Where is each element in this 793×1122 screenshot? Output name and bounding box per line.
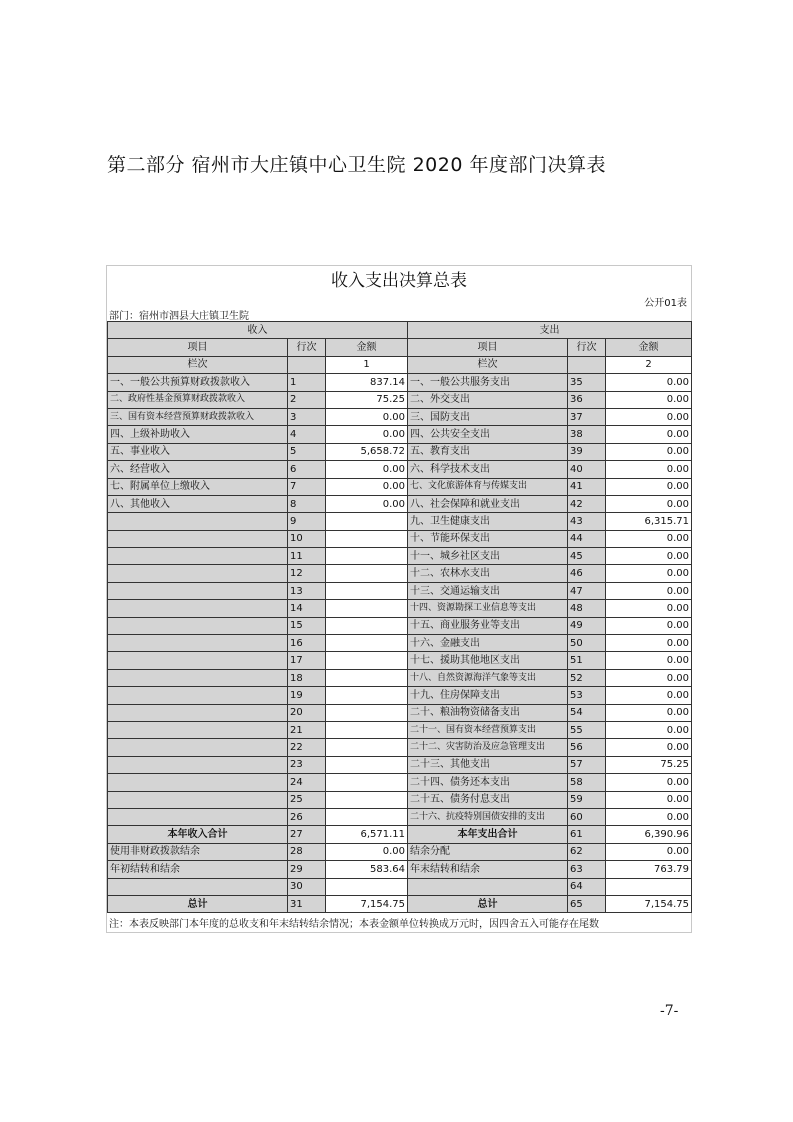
income-row-number: 3 — [288, 408, 326, 425]
expense-item-header: 项目 — [408, 339, 568, 356]
income-row-number: 22 — [288, 739, 326, 756]
income-amount: 0.00 — [326, 426, 408, 443]
expense-amount: 0.00 — [606, 652, 692, 669]
expense-amount: 0.00 — [606, 843, 692, 860]
expense-amount: 0.00 — [606, 739, 692, 756]
income-item — [108, 600, 288, 617]
table-title: 收入支出决算总表 — [331, 271, 467, 291]
expense-amount: 0.00 — [606, 582, 692, 599]
income-item — [108, 530, 288, 547]
income-amount — [326, 687, 408, 704]
expense-item: 九、卫生健康支出 — [408, 513, 568, 530]
income-amount: 837.14 — [326, 374, 408, 391]
income-item-header: 项目 — [108, 339, 288, 356]
expense-amount: 0.00 — [606, 461, 692, 478]
expense-row-number: 53 — [568, 687, 606, 704]
income-row-number: 10 — [288, 530, 326, 547]
expense-lanci-value: 2 — [606, 356, 692, 373]
income-item: 四、上级补助收入 — [108, 426, 288, 443]
income-item: 一、一般公共预算财政拨款收入 — [108, 374, 288, 391]
table-row — [108, 704, 692, 721]
table-row — [108, 861, 692, 878]
table-row — [108, 774, 692, 791]
total-row — [108, 895, 692, 912]
expense-item: 十四、资源勘探工业信息等支出 — [408, 600, 568, 617]
table-row — [108, 843, 692, 860]
expense-amount: 763.79 — [606, 861, 692, 878]
income-row-number: 14 — [288, 600, 326, 617]
expense-row-number: 60 — [568, 808, 606, 825]
expense-item: 五、教育支出 — [408, 443, 568, 460]
expense-row-number: 44 — [568, 530, 606, 547]
expense-item: 十、节能环保支出 — [408, 530, 568, 547]
expense-item: 二十六、抗疫特别国债安排的支出 — [408, 808, 568, 825]
expense-amount: 7,154.75 — [606, 895, 692, 912]
income-row-number: 23 — [288, 756, 326, 773]
income-row-number: 7 — [288, 478, 326, 495]
income-item — [108, 739, 288, 756]
expense-item: 二十一、国有资本经营预算支出 — [408, 721, 568, 738]
income-amount: 0.00 — [326, 843, 408, 860]
income-amount: 0.00 — [326, 461, 408, 478]
expense-lanci-label: 栏次 — [408, 356, 568, 373]
income-item: 本年收入合计 — [108, 826, 288, 843]
column-header-row — [108, 339, 692, 356]
table-row — [108, 687, 692, 704]
table-row — [108, 530, 692, 547]
income-item — [108, 791, 288, 808]
expense-item: 十七、援助其他地区支出 — [408, 652, 568, 669]
table-row — [108, 426, 692, 443]
income-item — [108, 513, 288, 530]
expense-item: 六、科学技术支出 — [408, 461, 568, 478]
income-amount — [326, 582, 408, 599]
expense-row-number: 61 — [568, 826, 606, 843]
table-row — [108, 374, 692, 391]
expense-amount: 0.00 — [606, 426, 692, 443]
expense-row-number: 62 — [568, 843, 606, 860]
table-row — [108, 756, 692, 773]
expense-amount: 0.00 — [606, 374, 692, 391]
income-row-number: 31 — [288, 895, 326, 912]
expense-amount: 0.00 — [606, 721, 692, 738]
income-amount-header: 金额 — [326, 339, 408, 356]
expense-amount: 75.25 — [606, 756, 692, 773]
income-row-number: 4 — [288, 426, 326, 443]
income-item — [108, 704, 288, 721]
expense-item: 二十、粮油物资储备支出 — [408, 704, 568, 721]
table-row — [108, 635, 692, 652]
expense-amount: 0.00 — [606, 635, 692, 652]
expense-item: 四、公共安全支出 — [408, 426, 568, 443]
income-amount: 75.25 — [326, 391, 408, 408]
income-row-number: 8 — [288, 495, 326, 512]
expense-row-number: 40 — [568, 461, 606, 478]
income-row-number: 1 — [288, 374, 326, 391]
income-item: 八、其他收入 — [108, 495, 288, 512]
income-amount — [326, 808, 408, 825]
table-row — [108, 878, 692, 895]
income-amount — [326, 704, 408, 721]
income-item — [108, 669, 288, 686]
expense-amount: 6,315.71 — [606, 513, 692, 530]
expense-item: 八、社会保障和就业支出 — [408, 495, 568, 512]
table-row — [108, 548, 692, 565]
table-row — [108, 408, 692, 425]
expense-row-number: 59 — [568, 791, 606, 808]
income-row-number: 16 — [288, 635, 326, 652]
income-amount: 5,658.72 — [326, 443, 408, 460]
expense-row-number: 52 — [568, 669, 606, 686]
income-row-number: 9 — [288, 513, 326, 530]
expense-item: 总计 — [408, 895, 568, 912]
income-amount: 583.64 — [326, 861, 408, 878]
income-row-header: 行次 — [288, 339, 326, 356]
expense-item: 十八、自然资源海洋气象等支出 — [408, 669, 568, 686]
expense-row-number: 45 — [568, 548, 606, 565]
income-amount — [326, 600, 408, 617]
income-row-number: 13 — [288, 582, 326, 599]
expense-row-number: 57 — [568, 756, 606, 773]
income-item — [108, 565, 288, 582]
expense-item: 十六、金融支出 — [408, 635, 568, 652]
table-row — [108, 808, 692, 825]
income-amount — [326, 739, 408, 756]
document-title: 第二部分 宿州市大庄镇中心卫生院 2020 年度部门决算表 — [107, 154, 606, 176]
income-item — [108, 878, 288, 895]
income-row-number: 2 — [288, 391, 326, 408]
expense-item: 二十二、灾害防治及应急管理支出 — [408, 739, 568, 756]
income-item — [108, 582, 288, 599]
income-lanci-value: 1 — [326, 356, 408, 373]
income-amount — [326, 669, 408, 686]
expense-amount: 0.00 — [606, 408, 692, 425]
income-item — [108, 652, 288, 669]
expense-amount: 0.00 — [606, 774, 692, 791]
income-row-number: 17 — [288, 652, 326, 669]
expense-row-number: 41 — [568, 478, 606, 495]
income-item — [108, 635, 288, 652]
table-row — [108, 600, 692, 617]
expense-item: 七、文化旅游体育与传媒支出 — [408, 478, 568, 495]
income-amount — [326, 513, 408, 530]
income-item: 二、政府性基金预算财政拨款收入 — [108, 391, 288, 408]
income-item — [108, 687, 288, 704]
expense-row-number: 64 — [568, 878, 606, 895]
income-amount — [326, 635, 408, 652]
income-amount — [326, 652, 408, 669]
income-row-number: 29 — [288, 861, 326, 878]
expense-row-number: 38 — [568, 426, 606, 443]
expense-row-number: 56 — [568, 739, 606, 756]
expense-lanci-blank — [568, 356, 606, 373]
expense-row-number: 49 — [568, 617, 606, 634]
subtotal-row — [108, 826, 692, 843]
table-row — [108, 478, 692, 495]
income-expense-table — [107, 321, 692, 913]
income-amount: 0.00 — [326, 408, 408, 425]
income-amount — [326, 721, 408, 738]
expense-amount: 6,390.96 — [606, 826, 692, 843]
expense-row-number: 50 — [568, 635, 606, 652]
income-row-number: 21 — [288, 721, 326, 738]
income-row-number: 26 — [288, 808, 326, 825]
income-amount — [326, 530, 408, 547]
expense-item: 二十三、其他支出 — [408, 756, 568, 773]
expense-item: 年末结转和结余 — [408, 861, 568, 878]
expense-item: 十三、交通运输支出 — [408, 582, 568, 599]
expense-amount: 0.00 — [606, 687, 692, 704]
income-amount — [326, 791, 408, 808]
expense-item: 十一、城乡社区支出 — [408, 548, 568, 565]
table-row — [108, 565, 692, 582]
income-amount: 7,154.75 — [326, 895, 408, 912]
expense-item: 二十四、债务还本支出 — [408, 774, 568, 791]
income-item — [108, 756, 288, 773]
expense-item: 十二、农林水支出 — [408, 565, 568, 582]
expense-item: 二十五、债务付息支出 — [408, 791, 568, 808]
income-row-number: 20 — [288, 704, 326, 721]
table-row — [108, 739, 692, 756]
expense-amount: 0.00 — [606, 495, 692, 512]
table-row — [108, 791, 692, 808]
expense-item: 结余分配 — [408, 843, 568, 860]
income-item — [108, 774, 288, 791]
expense-amount — [606, 878, 692, 895]
income-amount: 6,571.11 — [326, 826, 408, 843]
table-row — [108, 721, 692, 738]
expense-row-number: 63 — [568, 861, 606, 878]
income-item: 使用非财政拨款结余 — [108, 843, 288, 860]
table-row — [108, 513, 692, 530]
expense-item: 一、一般公共服务支出 — [408, 374, 568, 391]
expense-row-number: 37 — [568, 408, 606, 425]
income-amount — [326, 617, 408, 634]
income-item: 七、附属单位上缴收入 — [108, 478, 288, 495]
income-amount: 0.00 — [326, 495, 408, 512]
expense-amount: 0.00 — [606, 548, 692, 565]
expense-amount-header: 金额 — [606, 339, 692, 356]
income-row-number: 12 — [288, 565, 326, 582]
expense-item: 二、外交支出 — [408, 391, 568, 408]
income-amount: 0.00 — [326, 478, 408, 495]
income-amount — [326, 774, 408, 791]
income-item — [108, 548, 288, 565]
expense-row-header: 行次 — [568, 339, 606, 356]
page-number: -7- — [660, 1003, 679, 1019]
expense-amount: 0.00 — [606, 617, 692, 634]
income-row-number: 28 — [288, 843, 326, 860]
income-item: 五、事业收入 — [108, 443, 288, 460]
summary-sheet — [106, 265, 692, 933]
income-lanci-label: 栏次 — [108, 356, 288, 373]
income-row-number: 15 — [288, 617, 326, 634]
table-note: 注：本表反映部门本年度的总收支和年末结转结余情况；本表金额单位转换成万元时，因四舍五入可能存在尾数 — [109, 919, 599, 930]
income-row-number: 25 — [288, 791, 326, 808]
table-row — [108, 582, 692, 599]
income-row-number: 11 — [288, 548, 326, 565]
expense-header: 支出 — [408, 322, 692, 339]
expense-amount: 0.00 — [606, 808, 692, 825]
section-header-row — [108, 322, 692, 339]
income-amount — [326, 756, 408, 773]
expense-row-number: 65 — [568, 895, 606, 912]
income-row-number: 19 — [288, 687, 326, 704]
income-lanci-blank — [288, 356, 326, 373]
expense-row-number: 58 — [568, 774, 606, 791]
expense-row-number: 35 — [568, 374, 606, 391]
expense-item: 本年支出合计 — [408, 826, 568, 843]
expense-amount: 0.00 — [606, 669, 692, 686]
expense-amount: 0.00 — [606, 791, 692, 808]
expense-item: 三、国防支出 — [408, 408, 568, 425]
income-row-number: 24 — [288, 774, 326, 791]
income-amount — [326, 878, 408, 895]
expense-row-number: 42 — [568, 495, 606, 512]
table-row — [108, 652, 692, 669]
table-row — [108, 461, 692, 478]
income-row-number: 30 — [288, 878, 326, 895]
expense-row-number: 51 — [568, 652, 606, 669]
expense-amount: 0.00 — [606, 704, 692, 721]
income-item — [108, 808, 288, 825]
column-number-row — [108, 356, 692, 373]
table-row — [108, 669, 692, 686]
expense-row-number: 36 — [568, 391, 606, 408]
income-item: 六、经营收入 — [108, 461, 288, 478]
expense-row-number: 39 — [568, 443, 606, 460]
expense-amount: 0.00 — [606, 443, 692, 460]
income-row-number: 18 — [288, 669, 326, 686]
income-amount — [326, 565, 408, 582]
income-row-number: 5 — [288, 443, 326, 460]
table-row — [108, 443, 692, 460]
table-row — [108, 617, 692, 634]
expense-item — [408, 878, 568, 895]
expense-row-number: 54 — [568, 704, 606, 721]
expense-row-number: 47 — [568, 582, 606, 599]
expense-row-number: 46 — [568, 565, 606, 582]
expense-amount: 0.00 — [606, 478, 692, 495]
expense-item: 十五、商业服务业等支出 — [408, 617, 568, 634]
table-row — [108, 391, 692, 408]
table-row — [108, 495, 692, 512]
income-item: 年初结转和结余 — [108, 861, 288, 878]
income-row-number: 6 — [288, 461, 326, 478]
income-item — [108, 721, 288, 738]
table-code: 公开01表 — [644, 298, 687, 309]
income-item: 三、国有资本经营预算财政拨款收入 — [108, 408, 288, 425]
income-item — [108, 617, 288, 634]
income-amount — [326, 548, 408, 565]
income-row-number: 27 — [288, 826, 326, 843]
expense-amount: 0.00 — [606, 391, 692, 408]
expense-item: 十九、住房保障支出 — [408, 687, 568, 704]
income-header: 收入 — [108, 322, 408, 339]
expense-amount: 0.00 — [606, 530, 692, 547]
expense-amount: 0.00 — [606, 600, 692, 617]
expense-row-number: 48 — [568, 600, 606, 617]
expense-row-number: 43 — [568, 513, 606, 530]
department-label: 部门：宿州市泗县大庄镇卫生院 — [109, 311, 249, 322]
expense-row-number: 55 — [568, 721, 606, 738]
expense-amount: 0.00 — [606, 565, 692, 582]
income-item: 总计 — [108, 895, 288, 912]
